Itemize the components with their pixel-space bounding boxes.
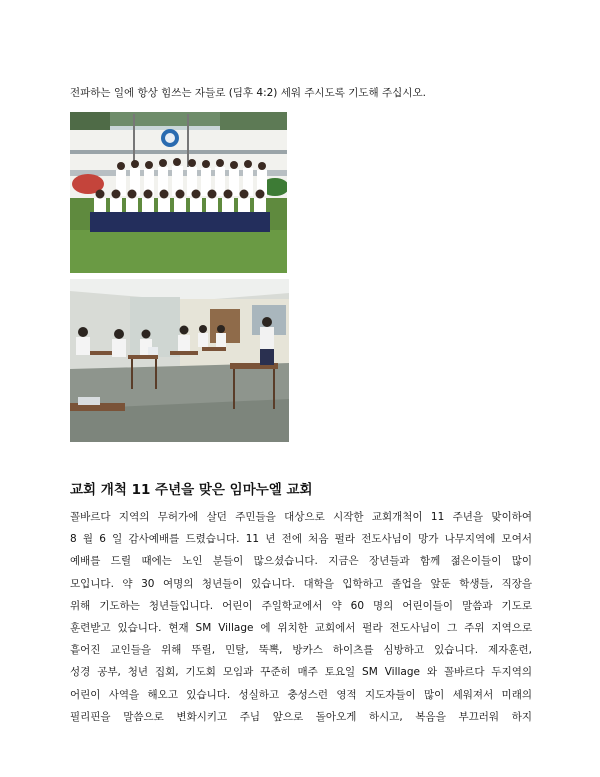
classroom-photo <box>70 279 289 442</box>
paragraph-line: 성경 공부, 청년 집회, 기도회 모임과 꾸준히 매주 토요일 SM Village 와 꼴바르다 두지역의 <box>70 666 532 679</box>
paragraph-line: 어린이 사역을 해오고 있습니다. 성실하고 충성스런 영적 지도자들이 많이 세워져서 미래의 <box>70 688 532 701</box>
group-photo-image <box>70 112 287 273</box>
classroom-photo-image <box>70 279 289 442</box>
paragraph-line: 위해 기도하는 청년들입니다. 어린이 주일학교에서 약 60 명의 어린이들이 말씀과 기도로 <box>70 599 532 612</box>
body-paragraph <box>70 506 532 728</box>
intro-line: 전파하는 일에 항상 힘쓰는 자들로 (딤후 4:2) 세워 주시도록 기도해 주십시오. <box>70 87 426 99</box>
group-photo <box>70 112 287 273</box>
paragraph-line: 훈련받고 있습니다. 현재 SM Village 에 위치한 교회에서 펄라 전도사님이 그 주위 지역으로 <box>70 621 532 634</box>
paragraph-line: 흩어진 교인들을 위해 뚜릴, 민탈, 뚝뽁, 방카스 하이츠를 심방하고 있습니다. 제자훈련, <box>70 644 532 657</box>
paragraph-line: 꼴바르다 지역의 무허가에 살던 주민들을 대상으로 시작한 교회개척이 11 주년을 맞이하여 <box>70 511 532 523</box>
paragraph-line: 8 월 6 일 감사예배를 드렸습니다. 11 년 전에 처음 펄라 전도사님이 망가 나무지역에 모여서 <box>70 533 532 546</box>
paragraph-line: 필리핀을 말씀으로 변화시키고 주님 앞으로 돌아오게 하시고, 복음을 부끄러워 하지 <box>70 710 532 723</box>
paragraph-line: 예배를 드릴 때에는 노인 분들이 많으셨습니다. 지금은 장년들과 함께 젊은이들이 많이 <box>70 555 532 568</box>
paragraph-line: 모입니다. 약 30 여명의 청년들이 있습니다. 대학을 입학하고 졸업을 앞둔 학생들, 직장을 <box>70 577 532 590</box>
section-heading: 교회 개척 11 주년을 맞은 임마누엘 교회 <box>70 482 313 498</box>
